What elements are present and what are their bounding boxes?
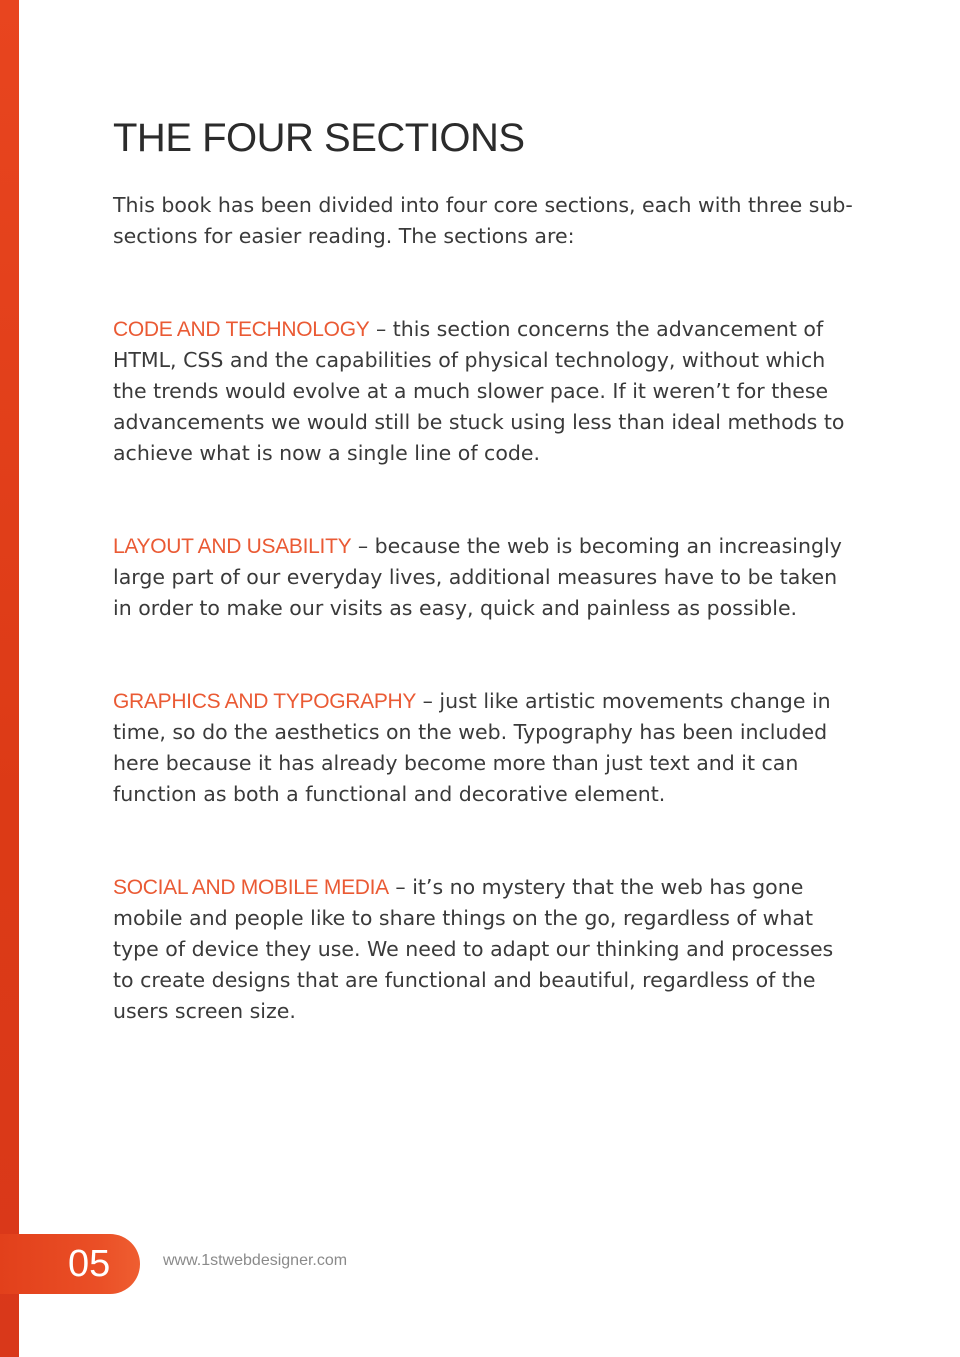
section-body: – it’s no mystery that the web has gone mobile and people like to share things on the go, regardless of what type of device they use. We need to adapt our thinking and processes to create designs that are functional and beautiful, regardless of the users screen size.: [113, 875, 834, 1023]
footer-website-url: www.1stwebdesigner.com: [163, 1252, 348, 1269]
page-number-badge: [0, 1234, 140, 1294]
section-graphics-and-typography: [113, 686, 853, 810]
page-content: [113, 190, 853, 1089]
left-accent-bar: [0, 0, 19, 1357]
section-heading: CODE AND TECHNOLOGY: [113, 318, 370, 341]
intro-paragraph: This book has been divided into four core sections, each with three sub-sections for easier reading. The sections are:: [113, 193, 853, 248]
section-heading: LAYOUT AND USABILITY: [113, 535, 352, 558]
section-heading: GRAPHICS AND TYPOGRAPHY: [113, 690, 417, 713]
page-title: THE FOUR SECTIONS: [113, 116, 525, 160]
section-body: – this section concerns the advancement of HTML, CSS and the capabilities of physical technology, without which the trends would evolve at a much slower pace. If it weren’t for these advancements we would still be stuck using less than ideal methods to achieve what is now a single line of code.: [113, 317, 845, 465]
section-layout-and-usability: [113, 531, 853, 624]
section-body: – just like artistic movements change in time, so do the aesthetics on the web. Typography has been included here because it has already become more than just text and it can function as both a functional and decorative element.: [113, 689, 831, 806]
section-code-and-technology: [113, 314, 853, 469]
section-heading: SOCIAL AND MOBILE MEDIA: [113, 876, 389, 899]
section-body: – because the web is becoming an increasingly large part of our everyday lives, additional measures have to be taken in order to make our visits as easy, quick and painless as possible.: [113, 534, 842, 620]
section-social-and-mobile-media: [113, 872, 853, 1027]
page-number: 05: [68, 1243, 111, 1285]
